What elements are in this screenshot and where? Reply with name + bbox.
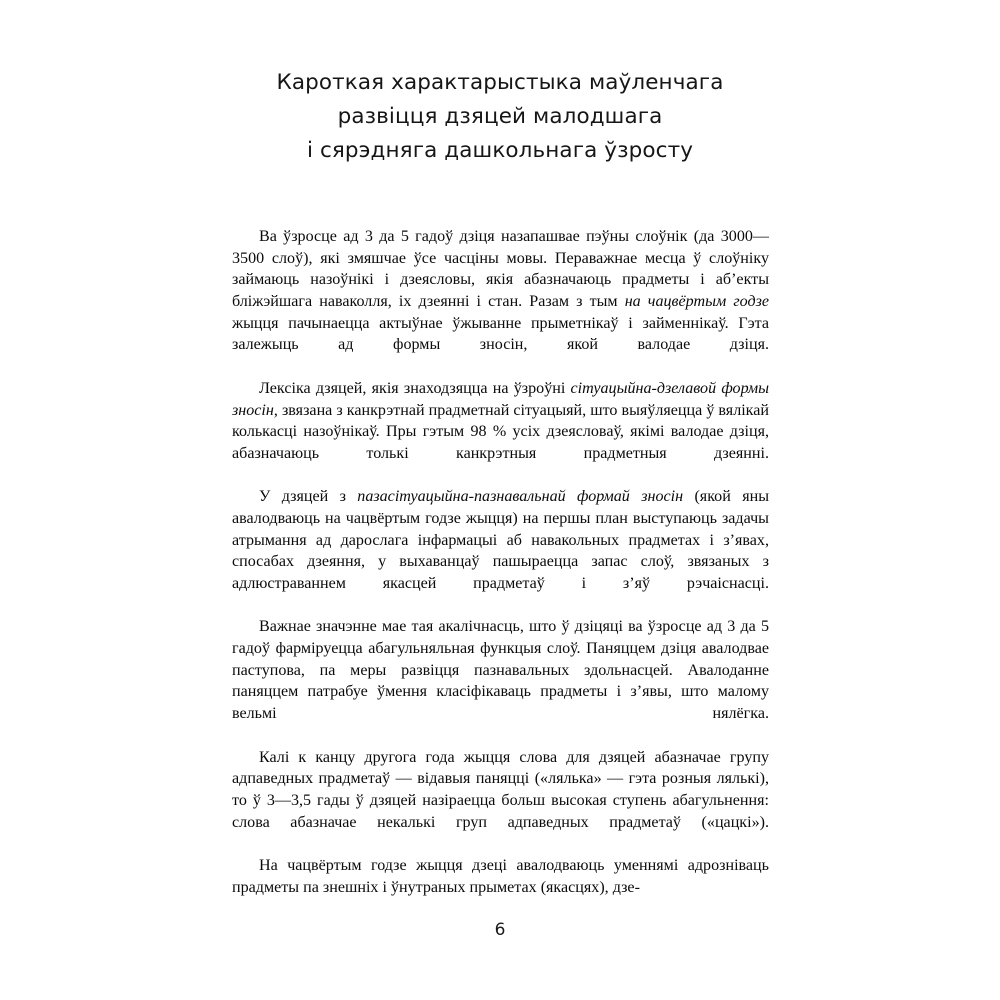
emphasis-term: сітуацыйна-дзелавой формы зносін (232, 379, 769, 419)
text-run: На чацвёртым годзе жыцця дзеці авалодваюць уменнямі адрозніваць прадметы па знешніх і ўнутраных прыметах (якасцях), дзе- (232, 856, 769, 896)
page-number: 6 (494, 920, 506, 940)
text-run: У дзяцей з (259, 488, 358, 506)
page-title-line-2: развіцця дзяцей малодшага (337, 104, 663, 130)
page-title (180, 66, 820, 168)
emphasis-term: пазасітуацыйна-пазнавальнай формай зносін (357, 488, 684, 506)
paragraph-p2 (232, 378, 769, 486)
text-run: Ва ўзросце ад 3 да 5 гадоў дзіця назапашвае пэўны слоўнік (да 3000—3500 слоў), які змяшчае ўсе часціны мовы. Пераважнае месца ў слоўніку займаюць назоўнікі і дзеясловы, якія абазначаюць прадметы і аб’екты бліжэйшага наваколля, іх дзеянні і стан. Разам з тым (232, 228, 769, 311)
page-title-line-1: Кароткая характарыстыка маўленчага (276, 70, 724, 96)
paragraph-p6 (232, 855, 769, 898)
text-run: (якой яны авалодваюць на чацвёртым годзе жыцця) на першы план выступаюць задачы атрымання ад дарослага інфармацыі аб навакольных прадметах і з’явах, спосабах дзеяння, у выхаванцаў пашыраецца запас слоў, звязаных з адлюстраваннем якасцей прадметаў і з’яў рэчаіснасці. (232, 488, 769, 592)
paragraph-p1 (232, 226, 769, 378)
page-title-line-3: і сярэдняга дашкольнага ўзросту (306, 138, 694, 164)
text-run: Важнае значэнне мае тая акалічнасць, што ў дзіцяці ва ўзросце ад 3 да 5 гадоў фарміруецца абагульняльная функцыя слоў. Паняццем дзіця авалодвае паступова, па меры развіцця пазнавальных здольнасцей. Авалоданне паняццем патрабуе ўмення класіфікаваць прадметы і з’явы, што малому вельмі нялёгка. (232, 618, 769, 723)
body-text (232, 226, 769, 898)
paragraph-p5 (232, 747, 769, 855)
paragraph-p4 (232, 616, 769, 746)
text-run: Калі к канцу другога года жыцця слова для дзяцей абазначае групу адпаведных прадметаў — відавыя паняцці («лялька» — гэта розныя лялькі), то ў 3—3,5 гады ў дзяцей назіраецца больш высокая ступень абагульнення: слова абазначае некалькі груп адпаведных прадметаў («цацкі»). (232, 748, 769, 831)
text-run: жыцця пачынаецца актыўнае ўжыванне прыметнікаў і займеннікаў. Гэта залежыць ад формы зносін, якой валодае дзіця. (232, 314, 769, 354)
text-run: , звязана з канкрэтнай прадметнай сітуацыяй, што выяўляецца ў вялікай колькасці назоўнікаў. Пры гэтым 98 % усіх дзеясловаў, якімі валодае дзіця, абазначаюць толькі канкрэтныя прадметныя дзеянні. (232, 401, 769, 462)
emphasis-term: на чацвёртым годзе (624, 293, 769, 311)
text-run: Лексіка дзяцей, якія знаходзяцца на ўзроўні (259, 379, 571, 397)
paragraph-p3 (232, 486, 769, 616)
